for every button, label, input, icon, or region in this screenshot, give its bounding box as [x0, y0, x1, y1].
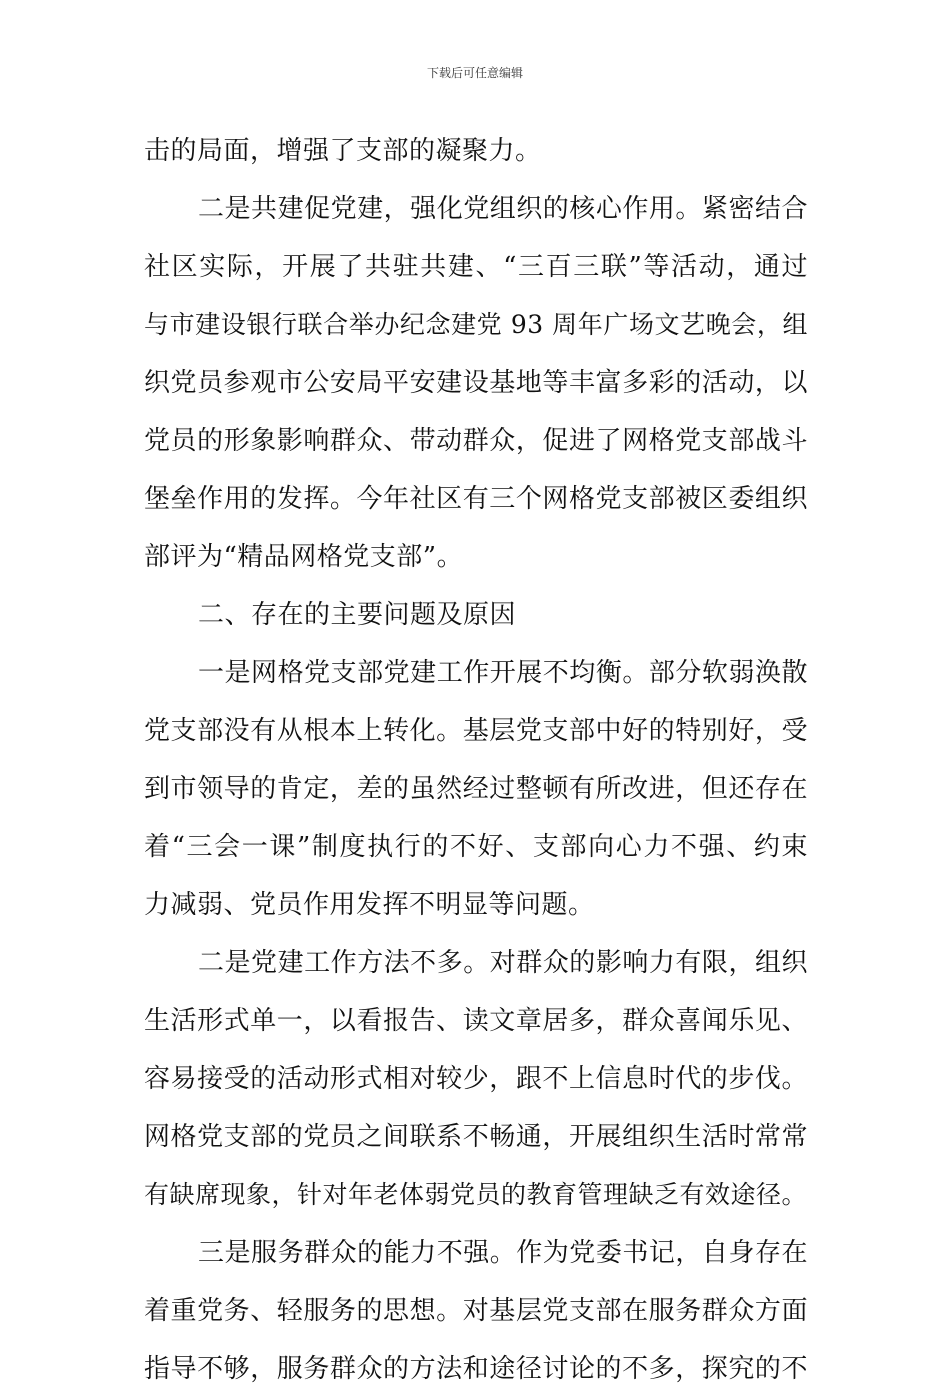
text-line: 容易接受的活动形式相对较少，跟不上信息时代的步伐。: [144, 1064, 808, 1094]
text-line: 力减弱、党员作用发挥不明显等问题。: [144, 890, 595, 920]
text-line: 与市建设银行联合举办纪念建党 93 周年广场文艺晚会，组: [144, 310, 808, 339]
paragraph-start-line: 三是服务群众的能力不强。作为党委书记，自身存在: [198, 1238, 808, 1268]
paragraph-start-line: 二是党建工作方法不多。对群众的影响力有限，组织: [198, 948, 808, 978]
text-line: 社区实际，开展了共驻共建、“三百三联”等活动，通过: [144, 252, 808, 282]
text-line: 生活形式单一，以看报告、读文章居多，群众喜闻乐见、: [144, 1006, 808, 1036]
text-line: 堡垒作用的发挥。今年社区有三个网格党支部被区委组织: [144, 484, 808, 514]
page-header: 下载后可任意编辑: [426, 66, 523, 80]
text-line: 党支部没有从根本上转化。基层党支部中好的特别好，受: [144, 716, 808, 746]
section-heading: 二、存在的主要问题及原因: [198, 600, 517, 630]
paragraph-start-line: 一是网格党支部党建工作开展不均衡。部分软弱涣散: [198, 658, 808, 688]
text-line: 着重党务、轻服务的思想。对基层党支部在服务群众方面: [144, 1296, 808, 1326]
text-line: 有缺席现象，针对年老体弱党员的教育管理缺乏有效途径。: [144, 1180, 808, 1209]
text-line: 网格党支部的党员之间联系不畅通，开展组织生活时常常: [144, 1122, 808, 1152]
document-body: [144, 122, 808, 1398]
text-line: 指导不够，服务群众的方法和途径讨论的不多，探究的不: [144, 1354, 808, 1384]
paragraph-start-line: 二是共建促党建，强化党组织的核心作用。紧密结合: [198, 194, 808, 224]
text-line: 着“三会一课”制度执行的不好、支部向心力不强、约束: [144, 832, 808, 862]
text-line: 织党员参观市公安局平安建设基地等丰富多彩的活动，以: [144, 368, 808, 398]
text-line: 到市领导的肯定，差的虽然经过整顿有所改进，但还存在: [144, 774, 808, 804]
text-line: 党员的形象影响群众、带动群众，促进了网格党支部战斗: [144, 426, 808, 456]
text-line: 部评为“精品网格党支部”。: [144, 542, 464, 572]
text-line: 击的局面，增强了支部的凝聚力。: [144, 136, 542, 166]
